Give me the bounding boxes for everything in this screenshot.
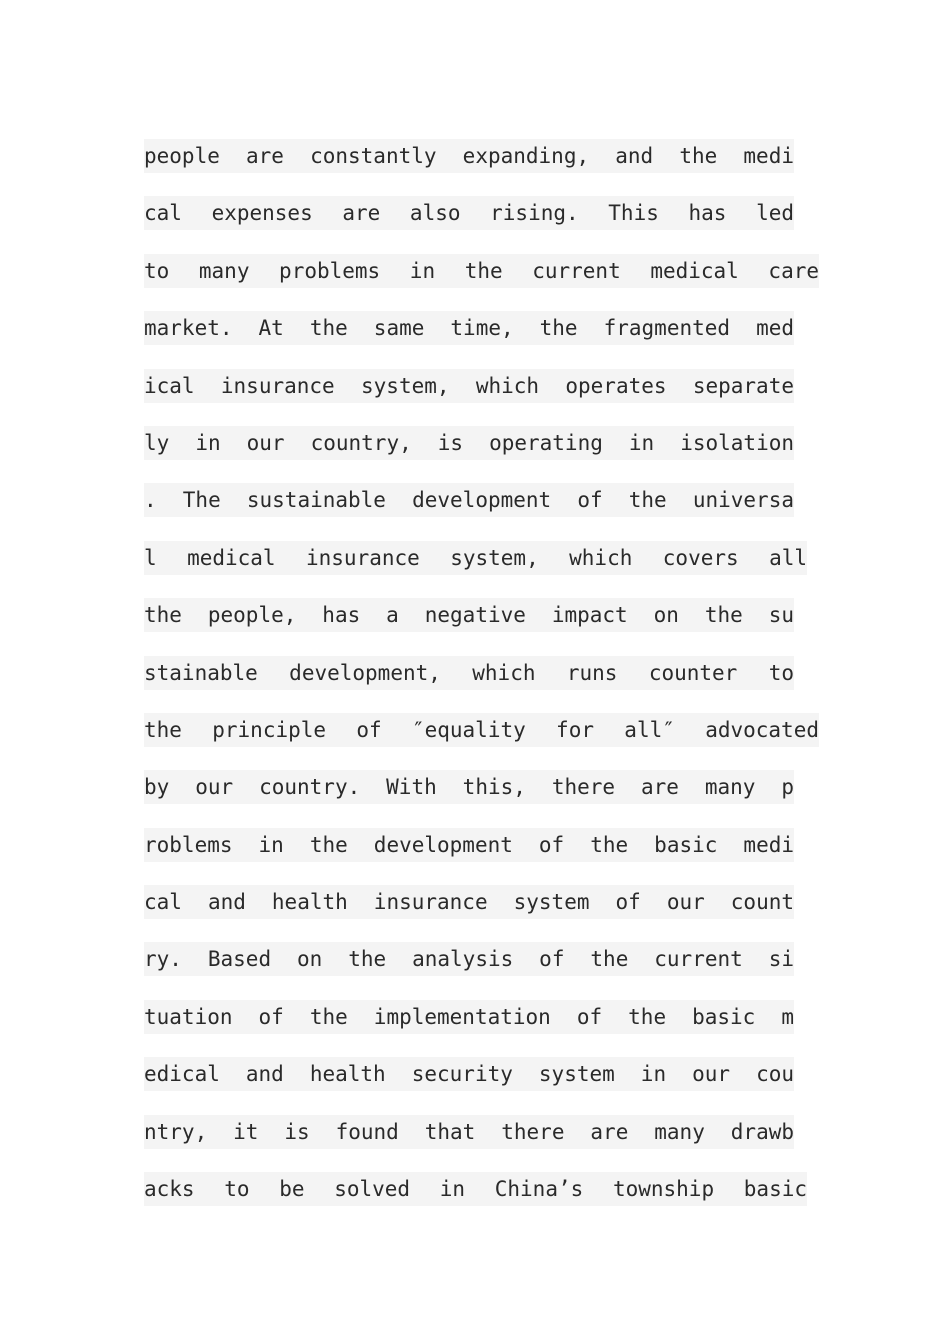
- text-line: [144, 1057, 824, 1114]
- text-line: [144, 1115, 824, 1172]
- text-line-content: roblems in the development of the basic medi: [144, 828, 794, 862]
- text-line-content: ry. Based on the analysis of the current si: [144, 942, 794, 976]
- text-line-content: ly in our country, is operating in isolation: [144, 426, 794, 460]
- text-line-content: to many problems in the current medical care: [144, 254, 819, 288]
- text-line: [144, 885, 824, 942]
- text-line-content: l medical insurance system, which covers all: [144, 541, 807, 575]
- text-line: [144, 311, 824, 368]
- text-line: [144, 828, 824, 885]
- text-line-content: acks to be solved in China’s township basic: [144, 1172, 807, 1206]
- text-line: [144, 254, 824, 311]
- text-line-content: tuation of the implementation of the basic m: [144, 1000, 794, 1034]
- text-line: [144, 426, 824, 483]
- text-line-content: market. At the same time, the fragmented med: [144, 311, 794, 345]
- text-line-content: by our country. With this, there are many p: [144, 770, 794, 804]
- text-line: [144, 713, 824, 770]
- text-line: [144, 1172, 824, 1229]
- text-line: [144, 942, 824, 999]
- body-text: [144, 139, 824, 1229]
- text-line: [144, 770, 824, 827]
- text-line-content: cal expenses are also rising. This has led: [144, 196, 794, 230]
- text-line: [144, 1000, 824, 1057]
- text-line-content: the people, has a negative impact on the su: [144, 598, 794, 632]
- text-line: [144, 196, 824, 253]
- text-line: [144, 139, 824, 196]
- text-line-content: cal and health insurance system of our count: [144, 885, 794, 919]
- text-line-content: the principle of ″equality for all″ advocated: [144, 713, 819, 747]
- text-line-content: ntry, it is found that there are many drawb: [144, 1115, 794, 1149]
- text-line-content: stainable development, which runs counter to: [144, 656, 794, 690]
- text-line-content: . The sustainable development of the universa: [144, 483, 794, 517]
- text-line: [144, 656, 824, 713]
- text-line: [144, 598, 824, 655]
- text-line-content: edical and health security system in our cou: [144, 1057, 794, 1091]
- text-line-content: people are constantly expanding, and the medi: [144, 139, 794, 173]
- text-line: [144, 483, 824, 540]
- text-line-content: ical insurance system, which operates separate: [144, 369, 794, 403]
- text-line: [144, 369, 824, 426]
- text-line: [144, 541, 824, 598]
